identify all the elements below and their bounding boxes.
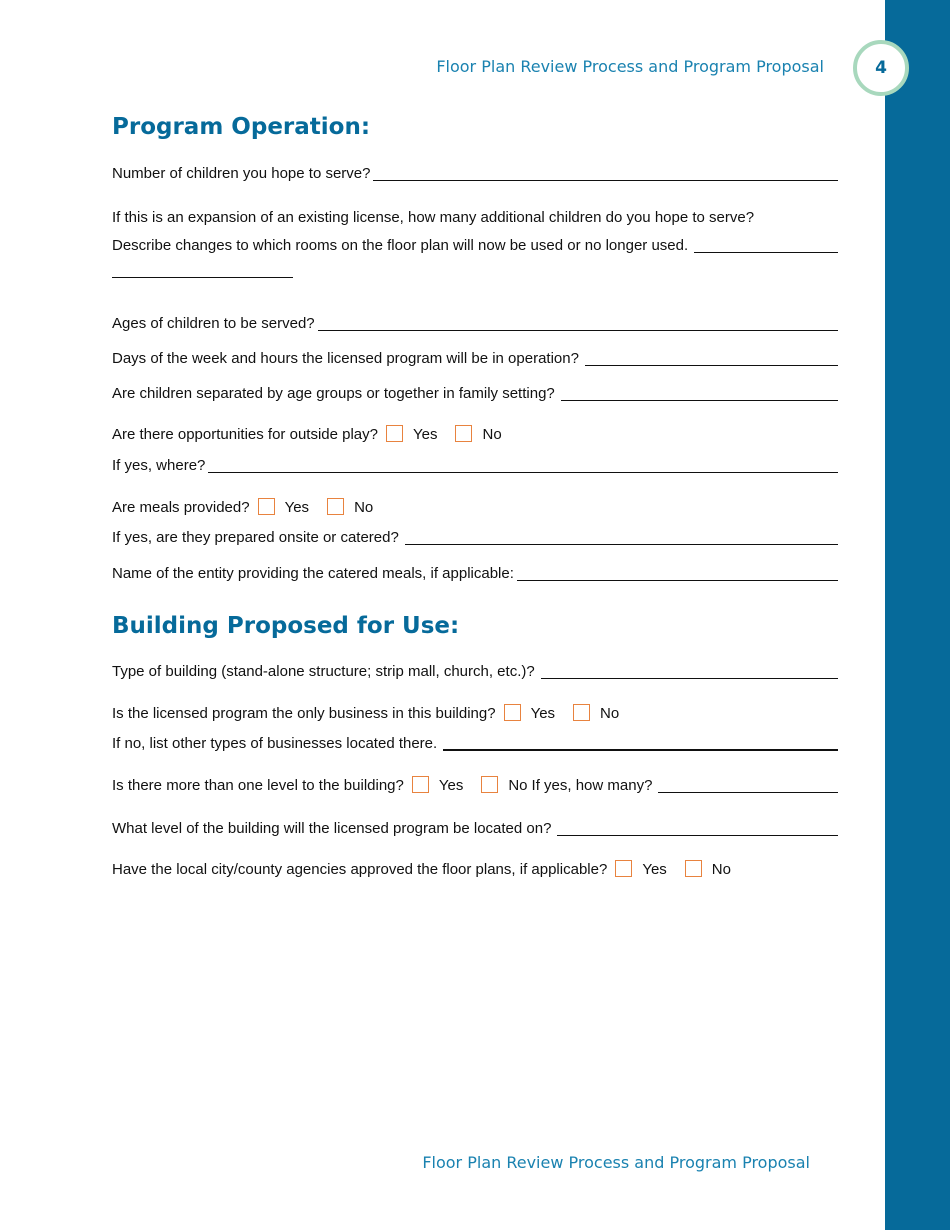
room-changes-field-continued[interactable] <box>112 277 293 278</box>
label-levels: Is there more than one level to the building? <box>112 777 404 794</box>
meals-prepared-field[interactable] <box>405 528 838 545</box>
outside-where-field[interactable] <box>208 456 838 473</box>
number-children-field[interactable] <box>373 164 838 181</box>
only-business-yes-label: Yes <box>530 705 556 722</box>
row-catering-entity <box>112 560 838 582</box>
meals-yes-label: Yes <box>284 499 310 516</box>
other-businesses-field[interactable] <box>443 733 838 751</box>
row-meals <box>112 494 838 516</box>
label-ages: Ages of children to be served? <box>112 315 315 332</box>
row-building-type <box>112 658 838 680</box>
days-hours-field[interactable] <box>585 349 838 366</box>
levels-yes-checkbox[interactable] <box>412 776 429 793</box>
levels-no-checkbox[interactable] <box>481 776 498 793</box>
label-outside-where: If yes, where? <box>112 457 206 474</box>
outside-play-yes-checkbox[interactable] <box>386 425 403 442</box>
label-expansion: If this is an expansion of an existing license, how many additional children do you hope to serve? <box>112 209 755 226</box>
label-other-businesses: If no, list other types of businesses located there. <box>112 735 438 752</box>
row-room-changes <box>112 232 838 254</box>
label-program-level: What level of the building will the licensed program be located on? <box>112 820 552 837</box>
outside-play-no-checkbox[interactable] <box>455 425 472 442</box>
label-days-hours: Days of the week and hours the licensed program will be in operation? <box>112 350 579 367</box>
page-number: 4 <box>875 58 887 78</box>
approved-no-checkbox[interactable] <box>685 860 702 877</box>
label-catering-entity: Name of the entity providing the catered meals, if applicable: <box>112 565 514 582</box>
row-only-business <box>112 700 838 722</box>
label-building-type: Type of building (stand-alone structure; strip mall, church, etc.)? <box>112 663 535 680</box>
row-levels <box>112 772 838 794</box>
approved-yes-checkbox[interactable] <box>615 860 632 877</box>
levels-no-label: No <box>508 777 528 794</box>
label-number-children: Number of children you hope to serve? <box>112 165 371 182</box>
outside-play-no-label: No <box>482 426 502 443</box>
catering-entity-field[interactable] <box>517 564 838 581</box>
meals-no-label: No <box>354 499 374 516</box>
room-changes-field[interactable] <box>694 236 838 253</box>
row-meals-prepared <box>112 524 838 546</box>
label-meals: Are meals provided? <box>112 499 250 516</box>
row-expansion <box>112 204 838 226</box>
row-ages <box>112 310 838 332</box>
row-number-children <box>112 160 838 182</box>
approved-yes-label: Yes <box>642 861 667 878</box>
building-type-field[interactable] <box>541 662 838 679</box>
row-approved <box>112 856 838 878</box>
running-header: Floor Plan Review Process and Program Proposal <box>436 57 824 76</box>
only-business-no-label: No <box>600 705 620 722</box>
age-groups-field[interactable] <box>561 384 838 401</box>
only-business-no-checkbox[interactable] <box>573 704 590 721</box>
approved-no-label: No <box>711 861 731 878</box>
label-approved: Have the local city/county agencies approved the floor plans, if applicable? <box>112 861 608 878</box>
outside-play-yes-label: Yes <box>413 426 438 443</box>
levels-how-many-field[interactable] <box>658 776 838 793</box>
levels-yes-label: Yes <box>438 777 464 794</box>
section-heading-program-operation: Program Operation: <box>112 114 371 140</box>
meals-no-checkbox[interactable] <box>327 498 344 515</box>
row-outside-where <box>112 452 838 474</box>
section-heading-building: Building Proposed for Use: <box>112 613 460 639</box>
row-outside-play <box>112 421 838 443</box>
ages-field[interactable] <box>318 314 838 331</box>
label-room-changes: Describe changes to which rooms on the floor plan will now be used or no longer used. <box>112 237 689 254</box>
meals-yes-checkbox[interactable] <box>258 498 275 515</box>
label-meals-prepared: If yes, are they prepared onsite or catered? <box>112 529 399 546</box>
row-age-groups <box>112 380 838 402</box>
running-footer: Floor Plan Review Process and Program Proposal <box>422 1153 810 1172</box>
only-business-yes-checkbox[interactable] <box>504 704 521 721</box>
row-program-level <box>112 815 838 837</box>
row-days-hours <box>112 345 838 367</box>
sidebar-band <box>885 0 950 1230</box>
label-age-groups: Are children separated by age groups or together in family setting? <box>112 385 555 402</box>
page-number-badge <box>853 40 909 96</box>
label-outside-play: Are there opportunities for outside play? <box>112 426 378 443</box>
row-other-businesses <box>112 730 838 752</box>
label-levels-how-many: If yes, how many? <box>531 777 653 794</box>
label-only-business: Is the licensed program the only business in this building? <box>112 705 496 722</box>
program-level-field[interactable] <box>557 819 838 836</box>
